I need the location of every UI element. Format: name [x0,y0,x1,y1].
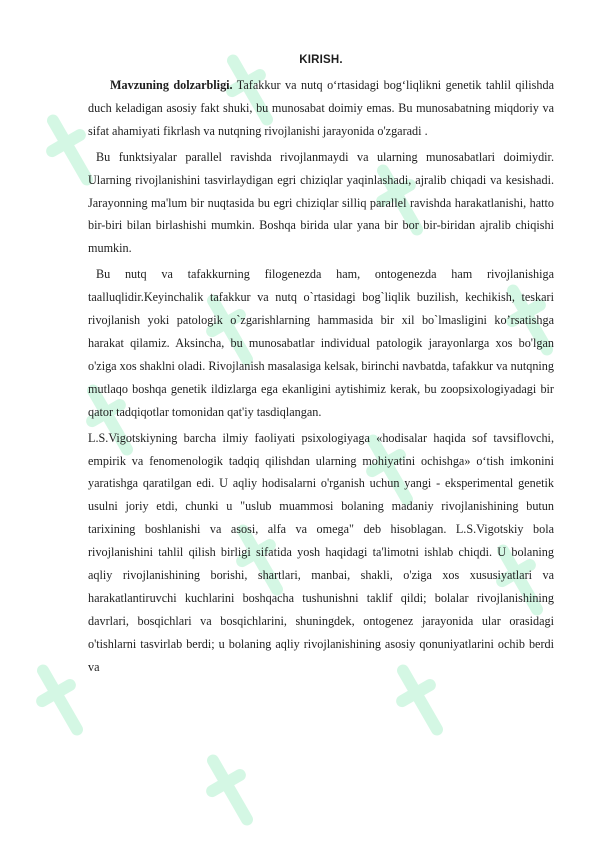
paragraph-phylogenesis [88,263,554,423]
paragraph-text: Bu nutq va tafakkurning filogenezda ham, ontogenezda ham rivojlanishiga taalluqlidir.Keyinchalik tafakkur va nutq o`rtasidagi bog`liqlik buzilish, kechikish, teskari rivojlanish yoki patologik o`zgarishlarning hammasida bir xil bo`lmasligini ko’rsatishga harakat qilamiz. Aksincha, bu munosabatlar individual patologik jarayonlarga xos bo'lgan o'ziga xos shaklni oladi. Rivojlanish masalasiga kelsak, birinchi navbatda, tafakkur va nutqning mutlaqo boshqa genetik ildizlarga ega ekanligini aytishimiz kerak, bu zoopsixologiyadagi bir qator tadqiqotlar tomonidan qat'iy tasdiqlangan. [88,267,554,419]
document-body [88,54,554,682]
paragraph-text: Bu funktsiyalar parallel ravishda rivojlanmaydi va ularning munosabatlari doimiydir. Ularning rivojlanishini tasvirlaydigan egri chiziqlar yaqinlashadi, ajralib chiqadi va kesishadi. Jarayonning ma'lum bir nuqtasida bu egri chiziqlar silliq parallel ravishda harakatlanishi, hatto bir-biri bilan birlashishi mumkin. Boshqa birida ular yana bir bor bir-biridan ajralib chiqishi mumkin. [88,149,554,256]
paragraph-functions [88,146,554,261]
page-title: KIRISH. [299,54,343,66]
paragraph-relevance [88,74,554,143]
paragraph-vygotsky [88,427,554,679]
paragraph-text: L.S.Vigotskiyning barcha ilmiy faoliyati psixologiyaga «hodisalar haqida sof tavsiflovchi, empirik va fenomenologik tadqiq qilishdan ularning mohiyatini ochishga» o‘tish imkonini yaratishga qaratilgan edi. U aqliy hodisalarni o'rganish uchun yangi - eksperimental genetik usulni joriy etdi, chunki u "uslub muammosi bolaning madaniy rivojlanishining butun tarixining boshlanishi va asosi, alfa va omega" deb hisoblagan. L.S.Vigotskiy bola rivojlanishini tahlil qilish birligi sifatida yosh haqidagi ta'limotni ishlab chiqdi. U bolaning aqliy rivojlanishining borishi, shartlari, manbai, shakli, o'ziga xos xususiyatlari va harakatlantiruvchi kuchlarini boshqacha tushunishni taklif qildi; bolalar rivojlanishining davrlari, bosqichlari va bosqichlarini, shuningdek, ontogenez jarayonida ular orasidagi o'tishlarni tasvirlab berdi; u bolaning aqliy rivojlanishining asosiy qonuniyatlarini ochib berdi va [88,430,554,674]
paragraph-text: Tafakkur va nutq o‘rtasidagi bog‘liqlikni genetik tahlil qilishda duch keladigan asosiy fakt shuki, bu munosabat doimiy emas. Bu munosabatning miqdoriy va sifat ahamiyati fikrlash va nutqning rivojlanishi jarayonida o'zgaradi . [88,78,554,138]
paragraph-lead: Mavzuning dolzarbligi. [110,78,233,92]
